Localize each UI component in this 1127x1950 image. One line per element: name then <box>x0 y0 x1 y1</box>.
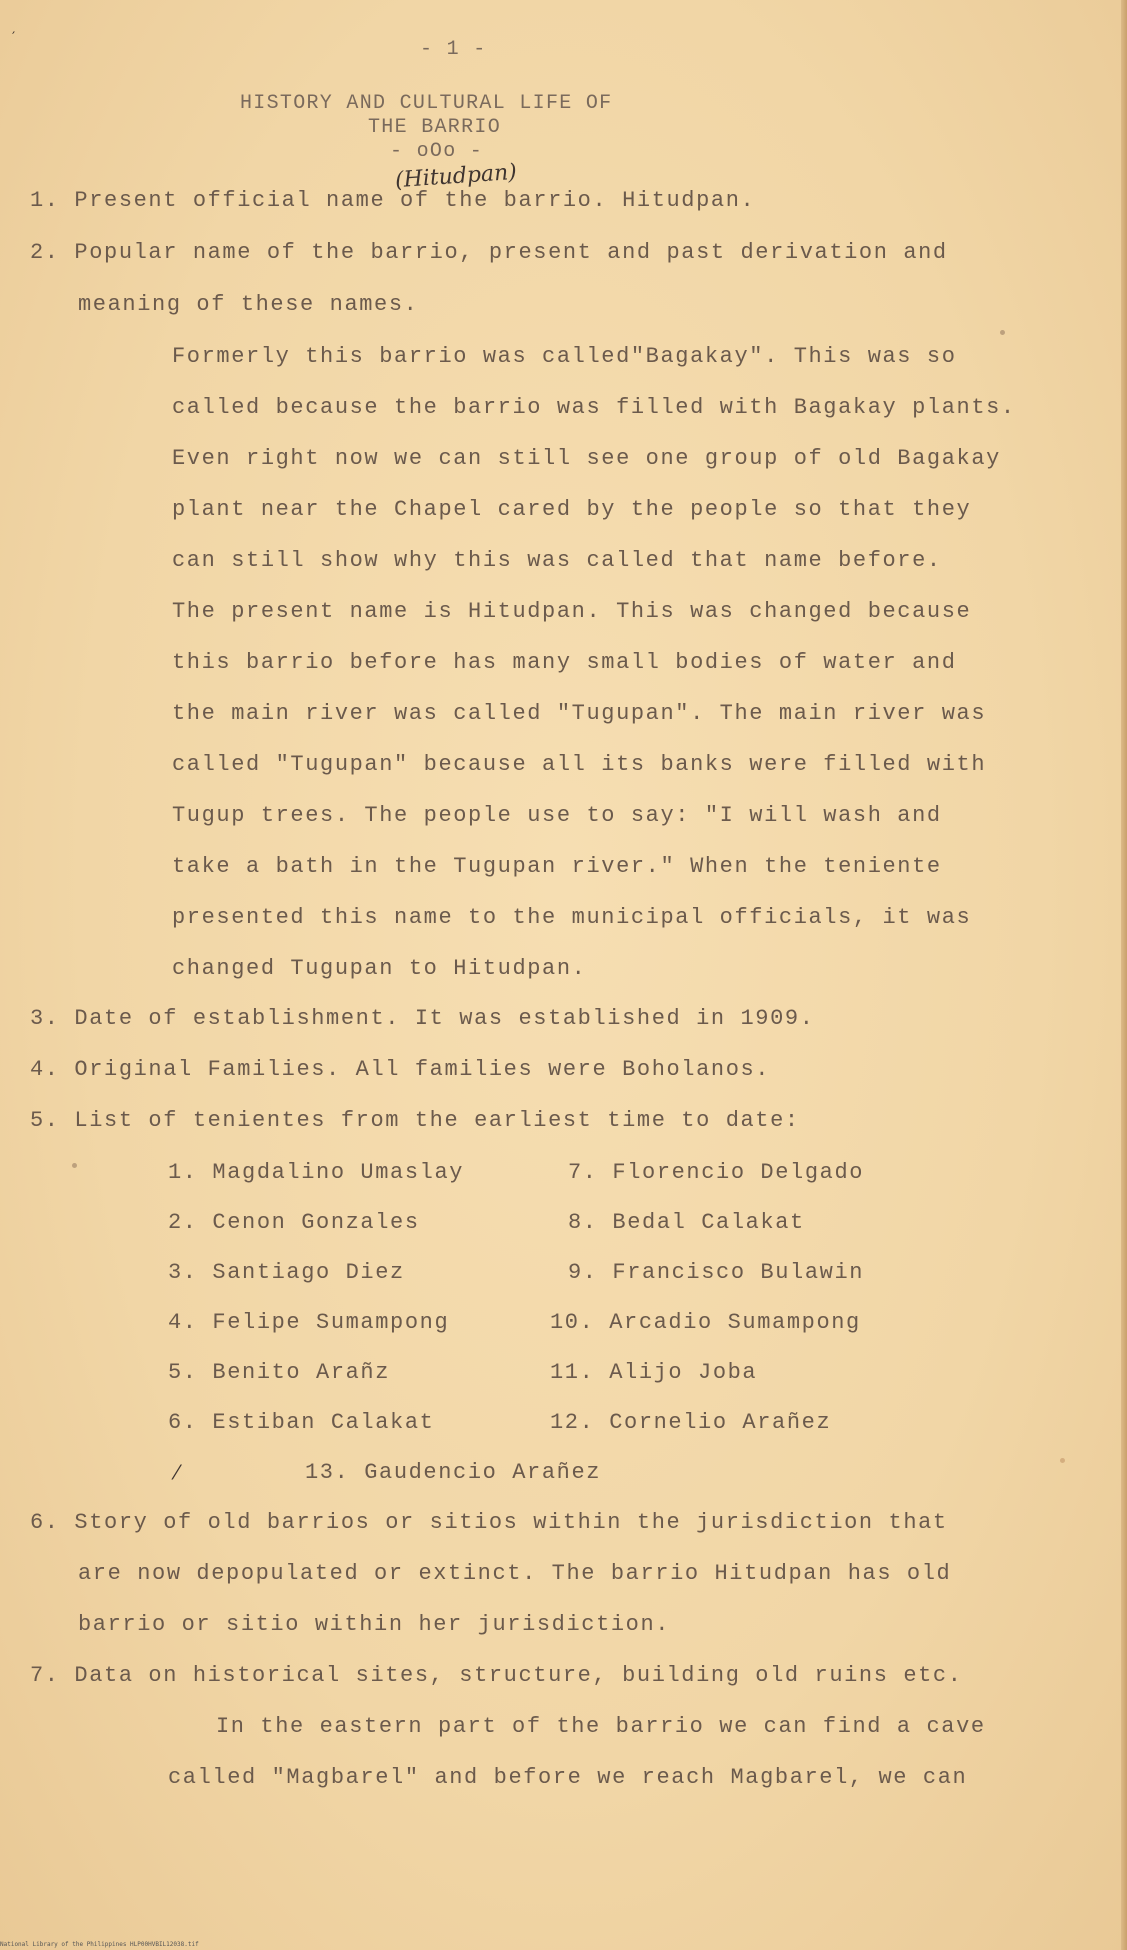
speck-icon <box>1060 1458 1065 1463</box>
para-7-line-2: called "Magbarel" and before we reach Magbarel, we can <box>168 1765 968 1790</box>
para-1-line-1: Formerly this barrio was called"Bagakay". This was so <box>172 344 957 369</box>
para-1-line-13: changed Tugupan to Hitudpan. <box>172 956 587 981</box>
para-1-line-6: The present name is Hitudpan. This was changed because <box>172 599 972 624</box>
item-6-line-1: 6. Story of old barrios or sitios within the jurisdiction that <box>30 1510 948 1535</box>
item-6-line-2: are now depopulated or extinct. The barrio Hitudpan has old <box>78 1561 952 1586</box>
para-1-line-9: called "Tugupan" because all its banks were filled with <box>172 752 987 777</box>
title-ornament: - oOo - <box>390 140 484 163</box>
item-6-line-3: barrio or sitio within her jurisdiction. <box>78 1612 671 1637</box>
item-4: 4. Original Families. All families were Boholanos. <box>30 1057 771 1082</box>
item-5: 5. List of tenientes from the earliest time to date: <box>30 1108 800 1133</box>
para-7-line-1: In the eastern part of the barrio we can find a cave <box>216 1714 986 1739</box>
teniente-6: 6. Estiban Calakat <box>168 1410 435 1435</box>
para-1-line-12: presented this name to the municipal officials, it was <box>172 905 972 930</box>
speck-icon <box>72 1163 77 1168</box>
teniente-12: 12. Cornelio Arañez <box>550 1410 832 1435</box>
para-1-line-3: Even right now we can still see one group of old Bagakay <box>172 446 1001 471</box>
item-7: 7. Data on historical sites, structure, building old ruins etc. <box>30 1663 963 1688</box>
teniente-8: 8. Bedal Calakat <box>568 1210 805 1235</box>
para-1-line-11: take a bath in the Tugupan river." When the teniente <box>172 854 942 879</box>
teniente-3: 3. Santiago Diez <box>168 1260 405 1285</box>
teniente-1: 1. Magdalino Umaslay <box>168 1160 465 1185</box>
page-number: - 1 - <box>420 38 487 61</box>
teniente-10: 10. Arcadio Sumampong <box>550 1310 861 1335</box>
list-tick-icon: ⁄ <box>175 1460 179 1484</box>
para-1-line-8: the main river was called "Tugupan". The main river was <box>172 701 987 726</box>
teniente-13: 13. Gaudencio Arañez <box>305 1460 602 1485</box>
page-edge <box>1121 0 1127 1950</box>
teniente-9: 9. Francisco Bulawin <box>568 1260 865 1285</box>
para-1-line-7: this barrio before has many small bodies of water and <box>172 650 957 675</box>
handwritten-insert: (Hitudpan) <box>394 159 518 194</box>
margin-mark-icon: ′ <box>12 30 16 46</box>
teniente-2: 2. Cenon Gonzales <box>168 1210 420 1235</box>
footer-caption: National Library of the Philippines HLP00HVBIL12038.tif <box>0 1941 199 1948</box>
title-line-1: HISTORY AND CULTURAL LIFE OF <box>240 92 613 115</box>
item-3: 3. Date of establishment. It was established in 1909. <box>30 1006 815 1031</box>
teniente-5: 5. Benito Arañz <box>168 1360 391 1385</box>
para-1-line-10: Tugup trees. The people use to say: "I will wash and <box>172 803 942 828</box>
item-2-line-1: 2. Popular name of the barrio, present and past derivation and <box>30 240 948 265</box>
para-1-line-5: can still show why this was called that name before. <box>172 548 942 573</box>
title-line-2: THE BARRIO <box>368 116 502 139</box>
para-1-line-4: plant near the Chapel cared by the people so that they <box>172 497 972 522</box>
teniente-7: 7. Florencio Delgado <box>568 1160 865 1185</box>
teniente-11: 11. Alijo Joba <box>550 1360 758 1385</box>
item-2-line-2: meaning of these names. <box>78 292 419 317</box>
teniente-4: 4. Felipe Sumampong <box>168 1310 450 1335</box>
speck-icon <box>1000 330 1005 335</box>
item-1: 1. Present official name of the barrio. Hitudpan. <box>30 188 756 213</box>
para-1-line-2: called because the barrio was filled with Bagakay plants. <box>172 395 1016 420</box>
